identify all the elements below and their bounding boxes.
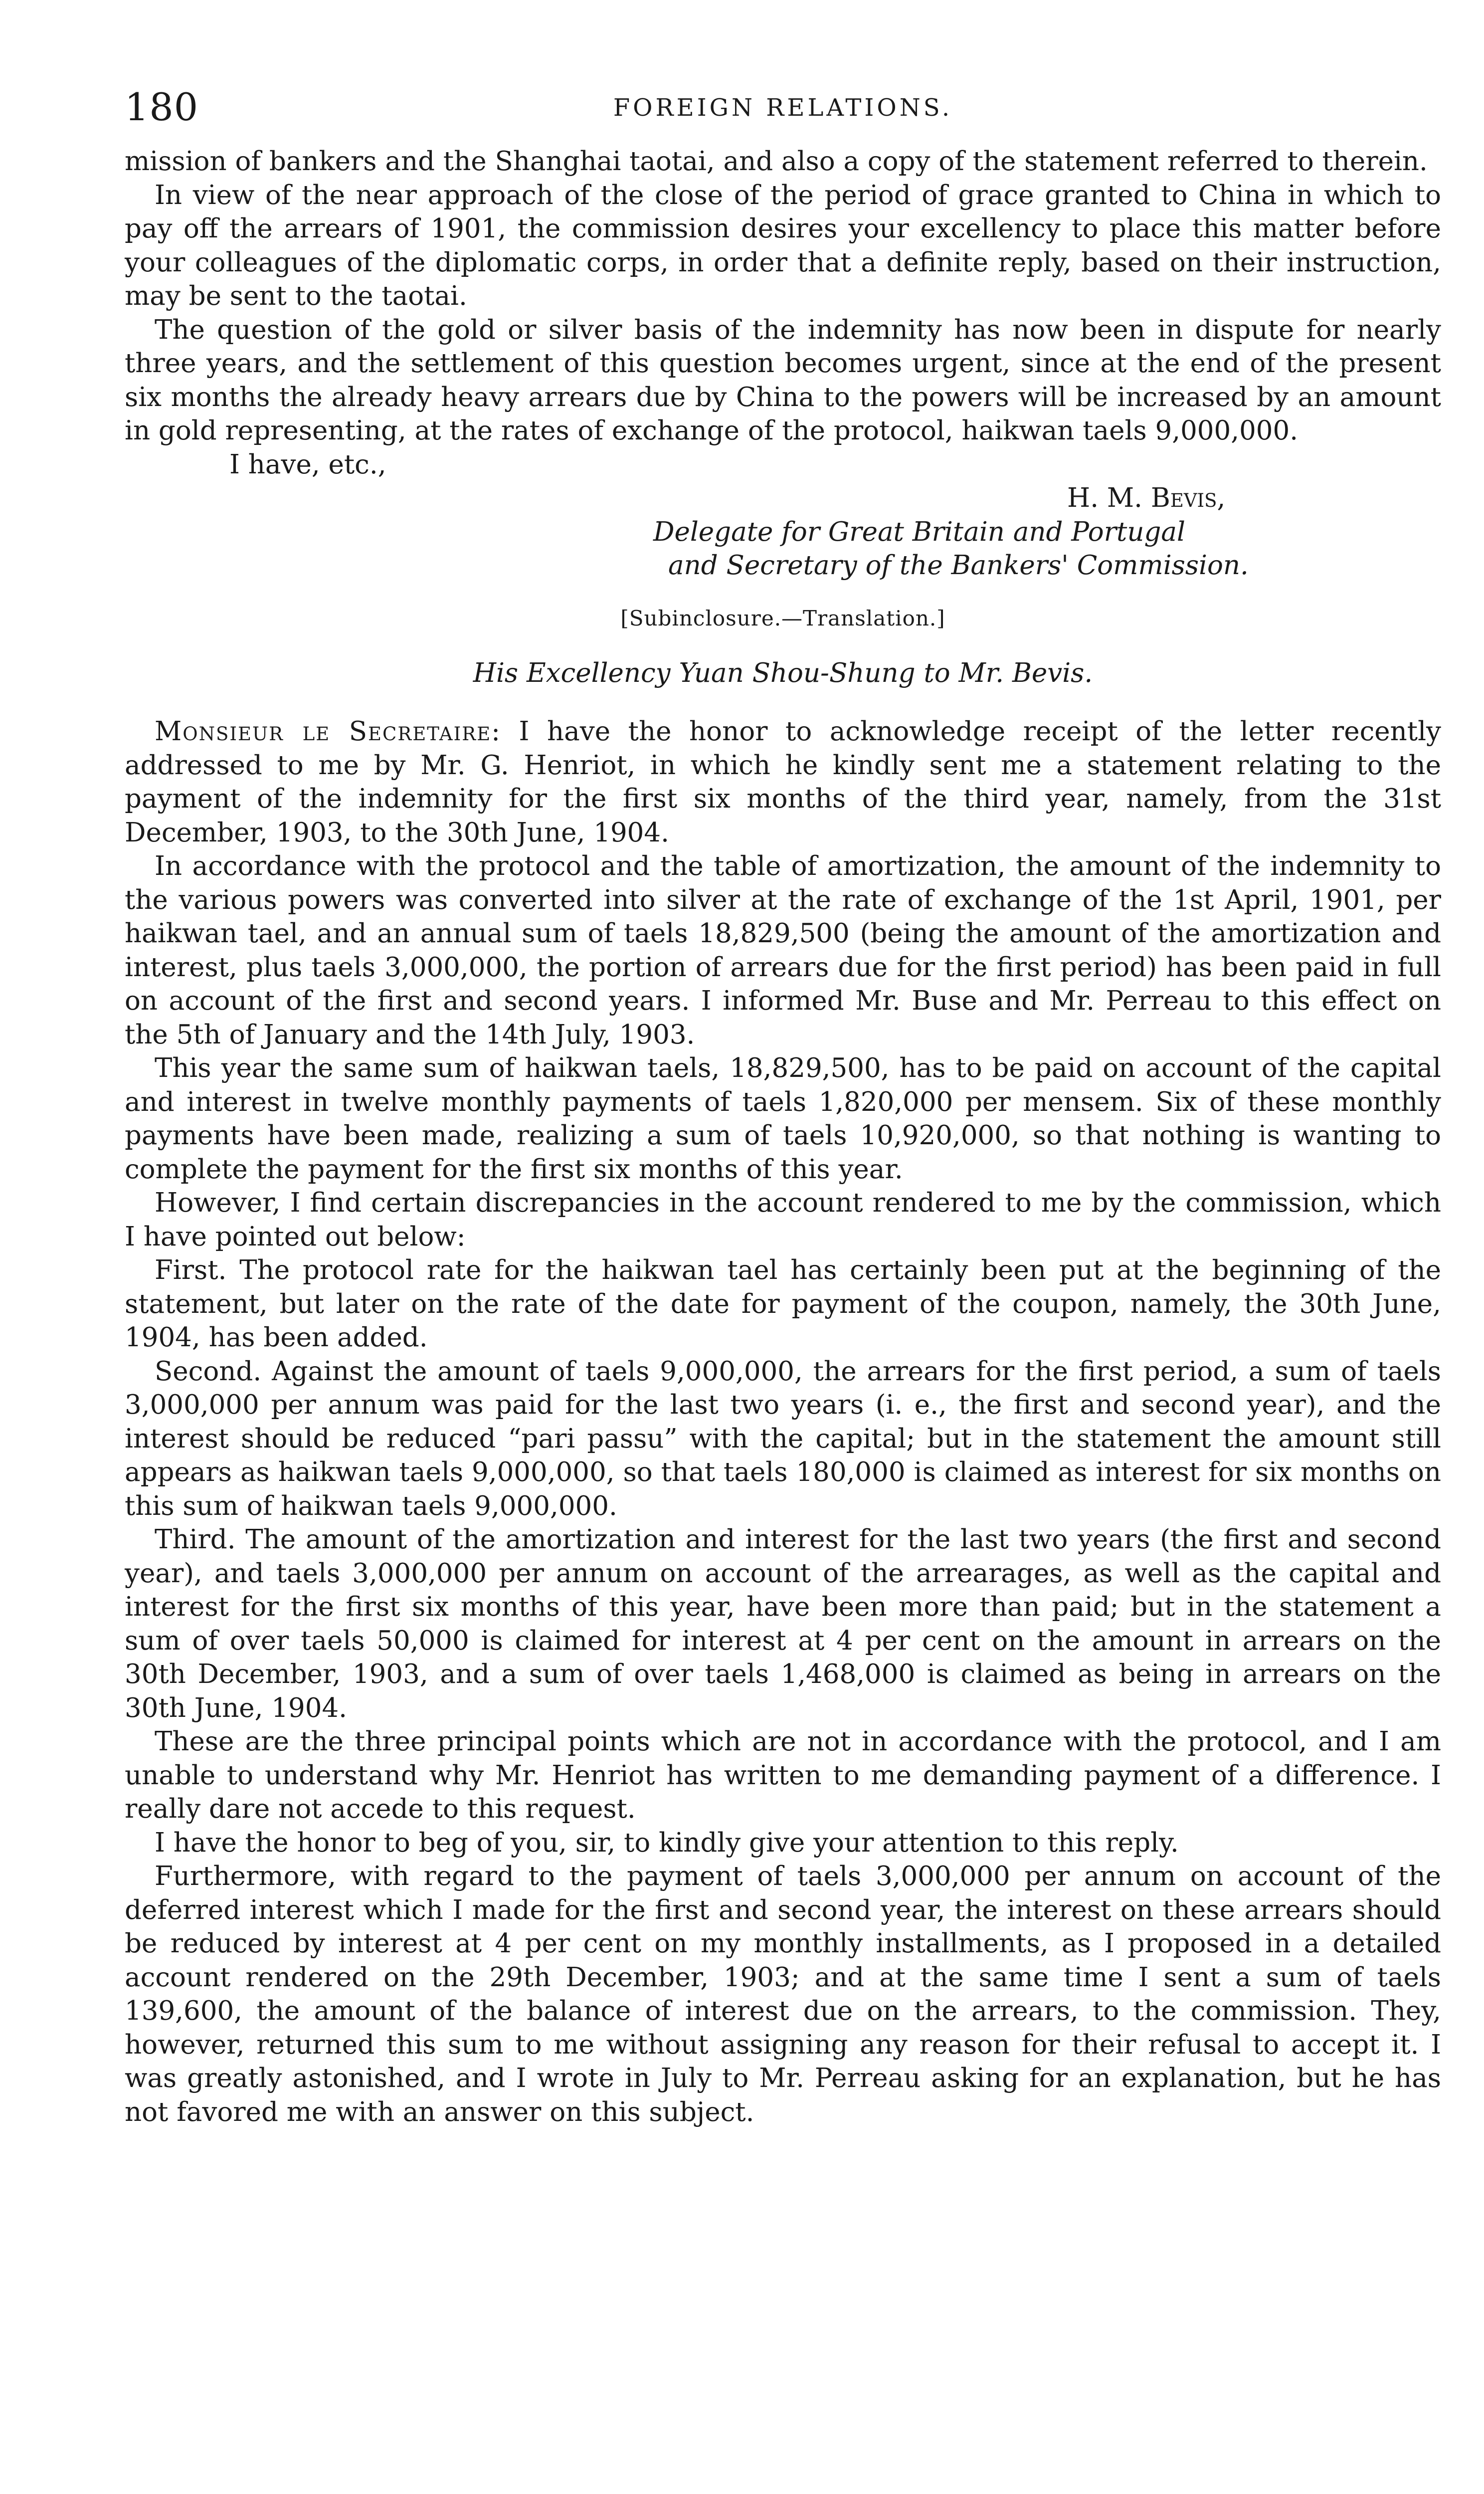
signature-name: H. M. Bevis,	[1067, 483, 1226, 513]
paragraph: mission of bankers and the Shanghai taotai, and also a copy of the statement referred to therein.	[125, 146, 1428, 177]
closing: I have, etc.,	[229, 449, 386, 480]
page-header	[125, 85, 1441, 145]
signature-title: and Secretary of the Bankers' Commission.	[668, 550, 1249, 581]
letter-yuan	[125, 715, 1441, 2129]
subinclosure-label: [Subinclosure.—Translation.]	[620, 606, 945, 630]
paragraph: These are the three principal points which are not in accordance with the protocol, and I am unable to understand why Mr. Henriot has written to me demanding payment of a difference. I really dare not accede to this request.	[125, 1726, 1441, 1824]
page-number: 180	[125, 85, 199, 129]
paragraph-text: I have the honor to acknowledge receipt of the letter recently addressed to me by Mr. G. Henriot, in which he kindly sent me a statement relating to the payment of the indemnity for the first six months of the third year, namely, from the 31st December, 1903, to the 30th June, 1904.	[125, 716, 1442, 848]
paragraph	[125, 715, 1441, 849]
running-head: FOREIGN RELATIONS.	[613, 94, 953, 122]
paragraph: Third. The amount of the amortization and interest for the last two years (the first and second year), and taels 3,000,000 per annum on account of the arrearages, as well as the capital and interest for the first six months of this year, have been more than paid; but in the statement a sum of over taels 50,000 is claimed for interest at 4 per cent on the amount in arrears on the 30th December, 1903, and a sum of over taels 1,468,000 is claimed as being in arrears on the 30th June, 1904.	[125, 1524, 1441, 1723]
paragraph: Second. Against the amount of taels 9,000,000, the arrears for the first period, a sum of taels 3,000,000 per annum was paid for the last two years (i. e., the first and second year), and the interest should be reduced “pari passu” with the capital; but in the statement the amount still appears as haikwan taels 9,000,000, so that taels 180,000 is claimed as interest for six months on this sum of haikwan taels 9,000,000.	[125, 1356, 1441, 1521]
paragraph: In view of the near approach of the close of the period of grace granted to China in which to pay off the arrears of 1901, the commission desires your excellency to place this matter before your colleagues of the diplomatic corps, in order that a definite reply, based on their instruction, may be sent to the taotai.	[125, 180, 1441, 311]
paragraph: The question of the gold or silver basis of the indemnity has now been in dispute for nearly three years, and the settlement of this question becomes urgent, since at the end of the present six months the already heavy arrears due by China to the powers will be increased by an amount in gold representing, at the rates of exchange of the protocol, haikwan taels 9,000,000.	[125, 314, 1441, 446]
document-page	[125, 85, 1441, 2129]
letter-bevis	[125, 145, 1441, 583]
paragraph: First. The protocol rate for the haikwan tael has certainly been put at the beginning of the statement, but later on the rate of the date for payment of the coupon, namely, the 30th June, 1904, has been added.	[125, 1255, 1441, 1353]
paragraph: However, I find certain discrepancies in the account rendered to me by the commission, which I have pointed out below:	[125, 1188, 1441, 1252]
paragraph: In accordance with the protocol and the table of amortization, the amount of the indemnity to the various powers was converted into silver at the rate of exchange of the 1st April, 1901, per haikwan tael, and an annual sum of taels 18,829,500 (being the amount of the amortization and interest, plus taels 3,000,000, the portion of arrears due for the first period) has been paid in full on account of the first and second years. I informed Mr. Buse and Mr. Perreau to this effect on the 5th of January and the 14th July, 1903.	[125, 851, 1441, 1050]
paragraph: Furthermore, with regard to the payment of taels 3,000,000 per annum on account of the deferred interest which I made for the first and second year, the interest on these arrears should be reduced by interest at 4 per cent on my monthly installments, as I proposed in a detailed account rendered on the 29th December, 1903; and at the same time I sent a sum of taels 139,600, the amount of the balance of interest due on the arrears, to the commission. They, however, returned this sum to me without assigning any reason for their refusal to accept it. I was greatly astonished, and I wrote in July to Mr. Perreau asking for an explanation, but he has not favored me with an answer on this subject.	[125, 1861, 1441, 2127]
letter-heading: His Excellency Yuan Shou-Shung to Mr. Bevis.	[473, 657, 1093, 688]
signature-title: Delegate for Great Britain and Portugal	[653, 516, 1185, 547]
salutation: Monsieur le Secretaire:	[155, 716, 501, 747]
paragraph: This year the same sum of haikwan taels, 18,829,500, has to be paid on account of the capital and interest in twelve monthly payments of taels 1,820,000 per mensem. Six of these monthly payments have been made, realizing a sum of taels 10,920,000, so that nothing is wanting to complete the payment for the first six months of this year.	[125, 1053, 1441, 1185]
paragraph: I have the honor to beg of you, sir, to kindly give your attention to this reply.	[155, 1827, 1179, 1858]
